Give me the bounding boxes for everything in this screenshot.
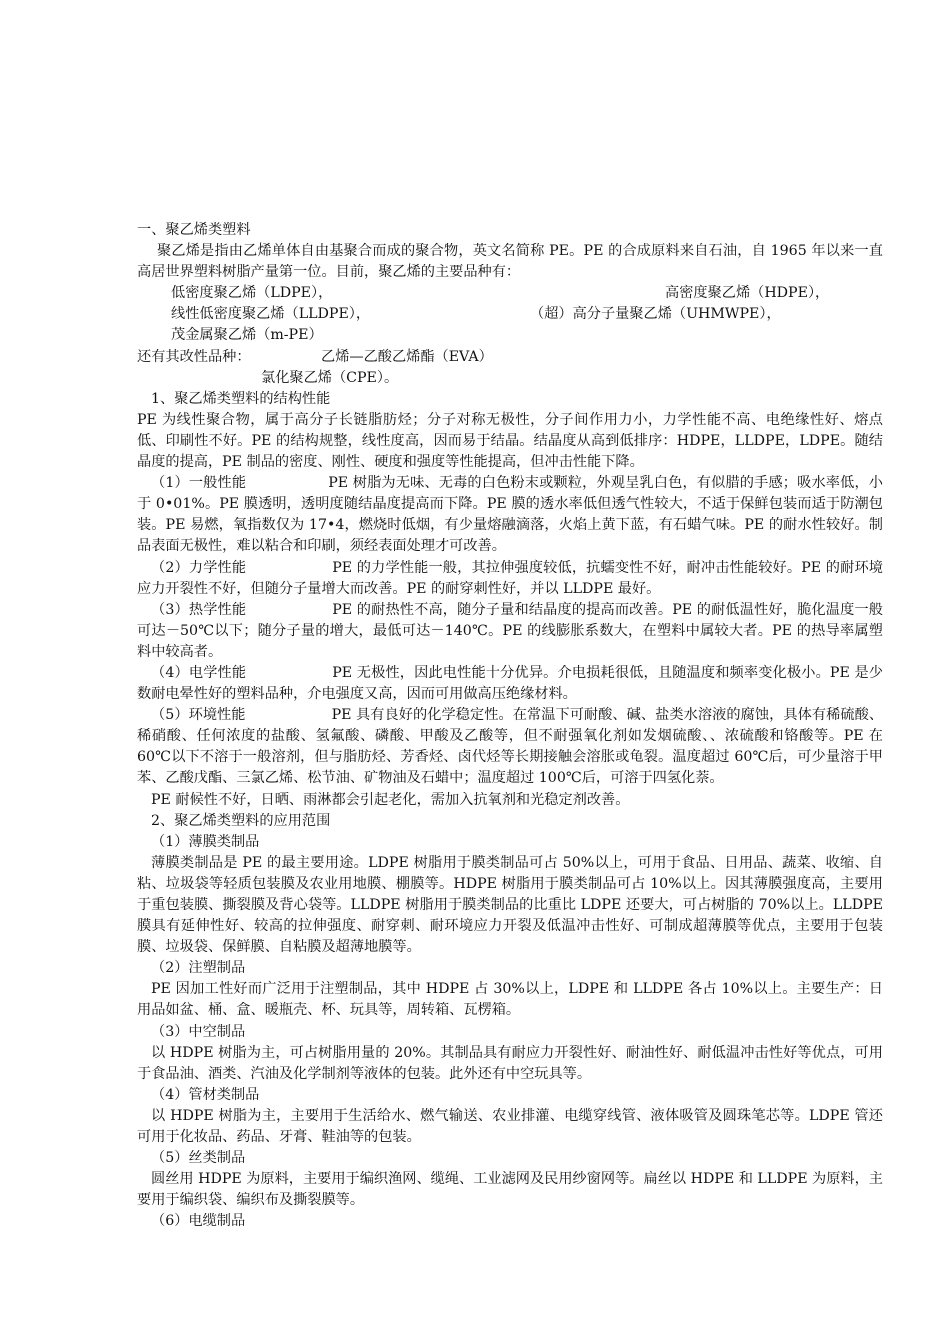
property-text: PE 具有良好的化学稳定性。在常温下可耐酸、碱、盐类水溶液的腐蚀，具体有稀硫酸、稀硝酸、任何浓度的盐酸、氢氟酸、磷酸、甲酸及乙酸等，但不耐强氧化剂如发烟硫酸、、浓硫酸和铬酸等。PE 在 60℃以下不溶于一般溶剂，但与脂肪烃、芳香烃、卤代烃等长期接触会溶胀或龟裂。温度超过 60℃后，可少量溶于甲苯、乙酸戊酯、三氯乙烯、松节油、矿物油及石蜡中；温度超过 100℃后，可溶于四氢化萘。	[137, 707, 884, 787]
subsection-heading: 2、聚乙烯类塑料的应用范围	[151, 812, 331, 829]
application-label: （2）注塑制品	[151, 960, 246, 977]
modified-eva: 乙烯—乙酸乙烯酯（EVA）	[321, 348, 493, 365]
modified-cpe: 氯化聚乙烯（CPE）。	[261, 369, 399, 386]
application-label: （6）电缆制品	[151, 1213, 246, 1230]
property-thermal	[137, 600, 883, 663]
property-mechanical	[137, 558, 883, 600]
variety-lldpe: 线性低密度聚乙烯（LLDPE），	[171, 306, 371, 323]
variety-hdpe: 高密度聚乙烯（HDPE），	[665, 285, 830, 302]
application-text: 以 HDPE 树脂为主，可占树脂用量的 20%。其制品具有耐应力开裂性好、耐油性好、耐低温冲击性好等优点，可用于食品油、酒类、汽油及化学制剂等液体的包装。此外还有中空玩具等。	[137, 1044, 883, 1082]
property-general	[137, 473, 883, 557]
application-text: 圆丝用 HDPE 为原料，主要用于编织渔网、缆绳、工业滤网及民用纱窗网等。扁丝以 HDPE 和 LLDPE 为原料，主要用于编织袋、编织布及撕裂膜等。	[137, 1171, 883, 1209]
property-electrical	[137, 663, 883, 705]
property-label: （4）电学性能	[151, 664, 247, 681]
application-text: PE 因加工性好而广泛用于注塑制品，其中 HDPE 占 30%以上，LDPE 和 LLDPE 各占 10%以上。主要生产：日用品如盆、桶、盒、暖瓶壳、杯、玩具等，周转箱、瓦楞箱。	[137, 981, 883, 1019]
application-label: （4）管材类制品	[151, 1086, 260, 1103]
property-label: （2）力学性能	[151, 559, 247, 576]
variety-row-1	[137, 283, 883, 304]
property-environmental	[137, 705, 883, 789]
variety-mpe: 茂金属聚乙烯（m-PE）	[171, 327, 323, 344]
property-label: （1）一般性能	[151, 475, 247, 492]
application-label: （3）中空制品	[151, 1023, 246, 1040]
section-heading: 一、聚乙烯类塑料	[137, 222, 251, 238]
modified-row	[137, 347, 883, 368]
variety-row-2	[137, 304, 883, 325]
property-text: PE 无极性，因此电性能十分优异。介电损耗很低，且随温度和频率变化极小。PE 是少数耐电晕性好的塑料品种，介电强度又高，因而可用做高压绝缘材料。	[137, 664, 883, 703]
document-body	[137, 220, 883, 1233]
application-text: 以 HDPE 树脂为主，主要用于生活给水、燃气输送、农业排灌、电缆穿线管、液体吸管及圆珠笔芯等。LDPE 管还可用于化妆品、药品、牙膏、鞋油等的包装。	[137, 1107, 883, 1146]
property-text: PE 的耐热性不高，随分子量和结晶度的提高而改善。PE 的耐低温性好，脆化温度一般可达－50℃以下；随分子量的增大，最低可达－140℃。PE 的线膨胀系数大，在塑料中属较大者。PE 的热导率属塑料中较高者。	[137, 601, 883, 660]
property-label: （3）热学性能	[151, 601, 247, 618]
application-text: 薄膜类制品是 PE 的最主要用途。LDPE 树脂用于膜类制品可占 50%以上，可用于食品、日用品、蔬菜、收缩、自粘、垃圾袋等轻质包装膜及农业用地膜、棚膜等。HDPE 树脂用于膜类制品可占 10%以上。因其薄膜强度高，主要用于重包装膜、撕裂膜及背心袋等。LLDPE 树脂用于膜类制品的比重比 LDPE 还要大，可占树脂的 70%以上。LLDPE 膜具有延伸性好、较高的拉伸强度、耐穿刺、耐环境应力开裂及低温冲击性好、可制成超薄膜等优点，主要用于包装膜、垃圾袋、保鲜膜、自粘膜及超薄地膜等。	[137, 854, 883, 956]
modified-lead: 还有其改性品种：	[137, 348, 251, 365]
weathering-paragraph: PE 耐候性不好，日晒、雨淋都会引起老化，需加入抗氧剂和光稳定剂改善。	[151, 791, 630, 808]
application-label: （1）薄膜类制品	[151, 833, 260, 850]
property-text: PE 树脂为无味、无毒的白色粉末或颗粒，外观呈乳白色，有似腊的手感；吸水率低，小于 0•01%。PE 膜透明，透明度随结晶度提高而下降。PE 膜的透水率低但透气性较大，不适于保鲜包装而适于防潮包装。PE 易燃，氧指数仅为 17•4，燃烧时低烟，有少量熔融滴落，火焰上黄下蓝，有石蜡气味。PE 的耐水性较好。制品表面无极性，难以粘合和印刷，须经表面处理才可改善。	[137, 475, 883, 555]
structure-paragraph: PE 为线性聚合物，属于高分子长链脂肪烃；分子对称无极性，分子间作用力小，力学性能不高、电绝缘性好、熔点低、印刷性不好。PE 的结构规整，线性度高，因而易于结晶。结晶度从高到低排序：HDPE，LLDPE，LDPE。随结晶度的提高，PE 制品的密度、刚性、硬度和强度等性能提高，但冲击性能下降。	[137, 411, 883, 471]
property-text: PE 的力学性能一般，其拉伸强度较低，抗蠕变性不好，耐冲击性能较好。PE 的耐环境应力开裂性不好，但随分子量增大而改善。PE 的耐穿刺性好，并以 LLDPE 最好。	[137, 559, 883, 597]
subsection-heading: 1、聚乙烯类塑料的结构性能	[151, 390, 331, 407]
application-label: （5）丝类制品	[151, 1150, 246, 1167]
property-label: （5）环境性能	[151, 707, 246, 724]
variety-ldpe: 低密度聚乙烯（LDPE），	[171, 285, 333, 302]
intro-paragraph: 聚乙烯是指由乙烯单体自由基聚合而成的聚合物，英文名简称 PE。PE 的合成原料来自石油，自 1965 年以来一直高居世界塑料树脂产量第一位。目前，聚乙烯的主要品种有：	[137, 243, 883, 281]
variety-uhmwpe: （超）高分子量聚乙烯（UHMWPE），	[530, 306, 781, 323]
